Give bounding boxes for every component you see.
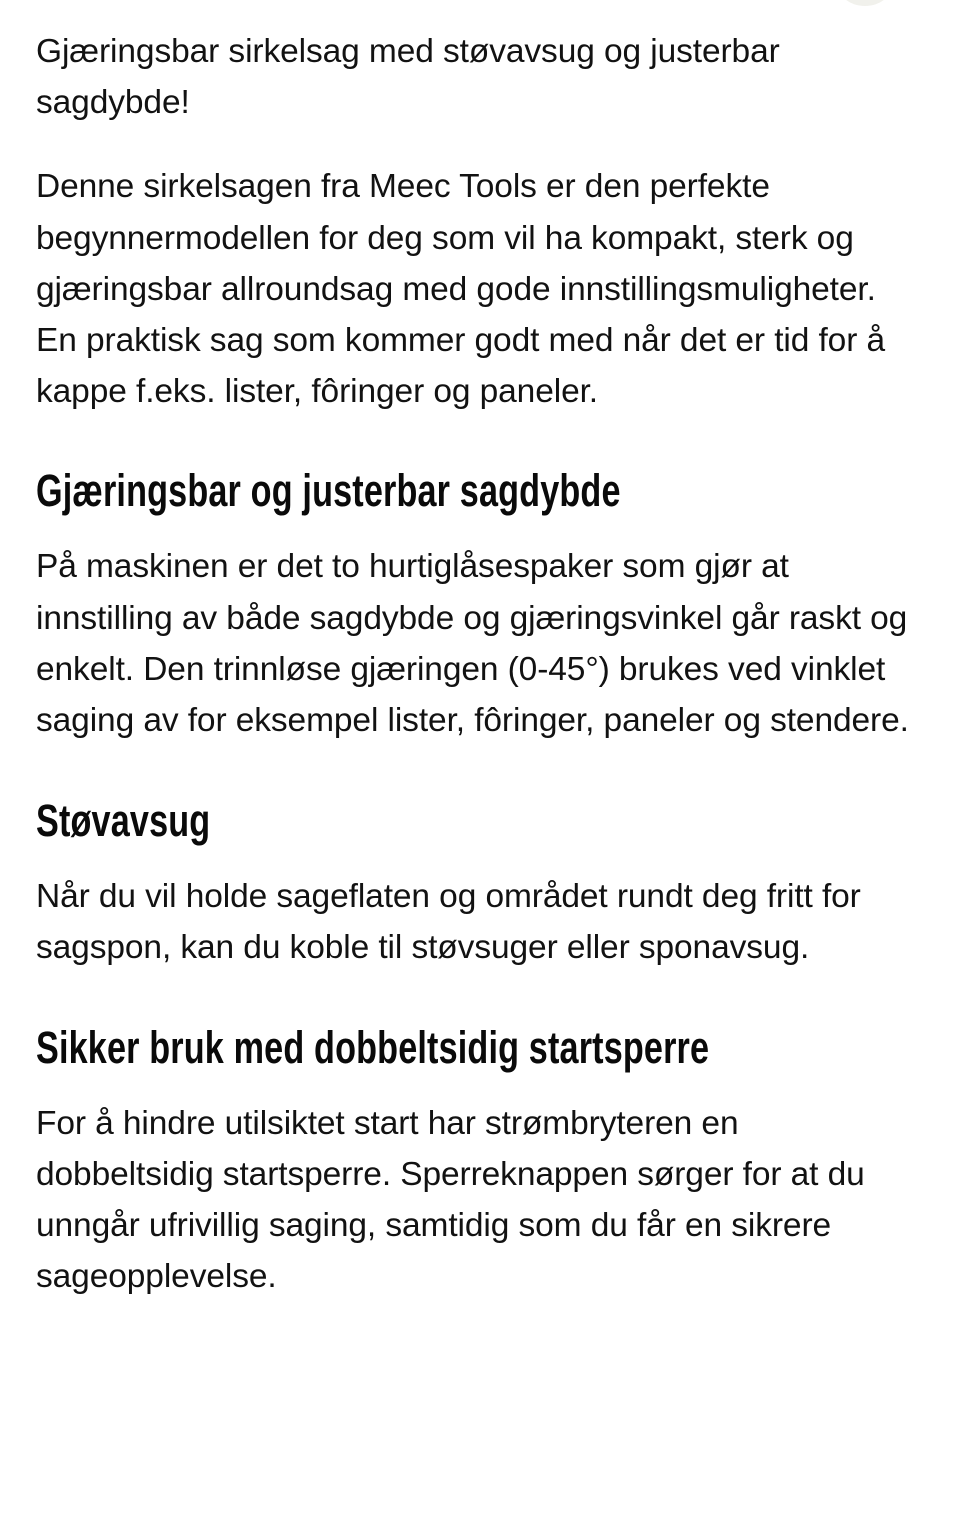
intro-description: Denne sirkelsagen fra Meec Tools er den perfekte begynnermodellen for deg som vil ha kompakt, sterk og gjæringsbar allroundsag med gode innstillingsmuligheter. En praktisk sag som kommer godt med når det er tid for å kappe f.eks. lister, fôringer og paneler.	[36, 168, 886, 411]
section-mitre-depth	[36, 463, 916, 746]
section-safety-lock	[36, 1020, 916, 1303]
partial-floating-button[interactable]	[836, 0, 894, 6]
section-heading: Sikker bruk med dobbeltsidig startsperre	[36, 1021, 710, 1073]
section-body: Når du vil holde sageflaten og området rundt deg fritt for sagspon, kan du koble til støvsuger eller sponavsug.	[36, 878, 861, 967]
product-description	[36, 26, 916, 1302]
section-body: For å hindre utilsiktet start har strømbryteren en dobbeltsidig startsperre. Sperreknappen sørger for at du unngår ufrivillig saging, samtidig som du får en sikrere sageopplevelse.	[36, 1104, 865, 1296]
section-heading: Gjæringsbar og justerbar sagdybde	[36, 465, 621, 517]
section-heading: Støvavsug	[36, 795, 211, 847]
section-body: På maskinen er det to hurtiglåsespaker som gjør at innstilling av både sagdybde og gjæringsvinkel går raskt og enkelt. Den trinnløse gjæringen (0-45°) brukes ved vinklet saging av for eksempel lister, fôringer, paneler og stendere.	[36, 548, 909, 740]
section-dust-extraction	[36, 793, 916, 973]
intro-tagline: Gjæringsbar sirkelsag med støvavsug og justerbar sagdybde!	[36, 33, 780, 122]
